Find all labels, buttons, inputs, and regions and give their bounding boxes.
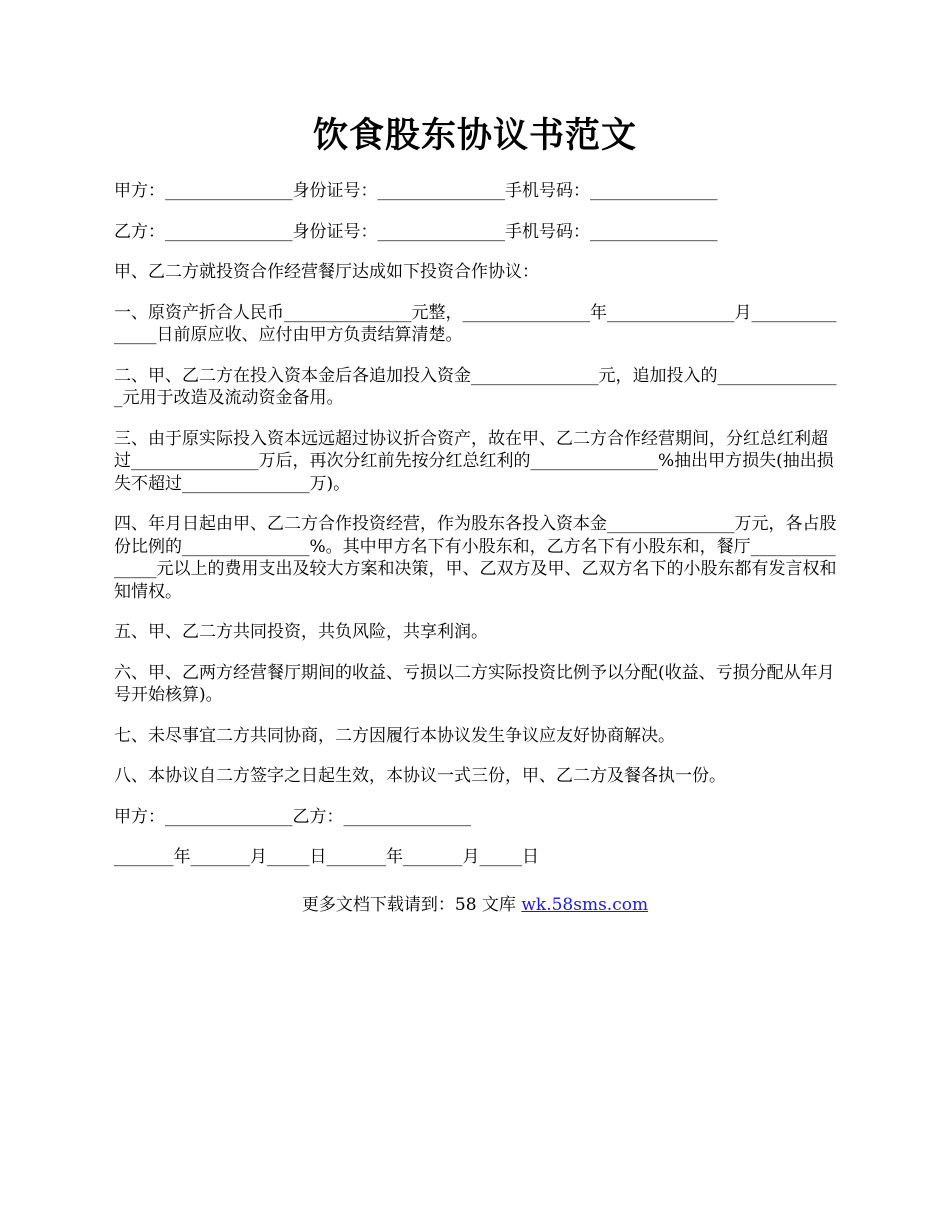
clause-1: 一、原资产折合人民币_______________元整，_______________年_______________月_______________日前原应收、应付由甲方负责结算清楚。	[114, 302, 837, 345]
clause-3: 三、由于原实际投入资本远远超过协议折合资产，故在甲、乙二方合作经营期间，分红总红利超过_______________万后，再次分红前先按分红总红利的_______________%抽出甲方损失(抽出损失不超过_______________万)。	[114, 428, 834, 494]
date-line: _______年_______月_____日_______年_______月_____日	[114, 847, 539, 867]
clause-6: 六、甲、乙两方经营餐厅期间的收益、亏损以二方实际投资比例予以分配(收益、亏损分配从年月号开始核算)。	[114, 662, 835, 705]
document-body	[114, 180, 840, 887]
document-title: 饮食股东协议书范文	[312, 115, 637, 156]
download-footer	[0, 890, 950, 915]
footer-text: 更多文档下载请到：58 文库	[301, 895, 522, 915]
clause-8: 八、本协议自二方签字之日起生效，本协议一式三份，甲、乙二方及餐各执一份。	[114, 766, 726, 786]
party-b-info-line: 乙方：_______________身份证号：_______________手机号码：_______________	[114, 221, 718, 242]
footer-link[interactable]: wk.58sms.com	[521, 895, 649, 915]
clause-4: 四、年月日起由甲、乙二方合作投资经营，作为股东各投入资本金_______________万元，各占股份比例的_______________%。其中甲方名下有小股东和，乙方名下有小股东和，餐厅_______________元以上的费用支出及较大方案和决策，甲、乙双方及甲、乙双方名下的小股东都有发言权和知情权。	[114, 514, 837, 602]
clause-5: 五、甲、乙二方共同投资，共负风险，共享利润。	[114, 622, 488, 642]
clause-7: 七、未尽事宜二方共同协商，二方因履行本协议发生争议应友好协商解决。	[114, 725, 675, 746]
agreement-intro: 甲、乙二方就投资合作经营餐厅达成如下投资合作协议：	[114, 262, 539, 282]
clause-2: 二、甲、乙二方在投入资本金后各追加投入资金_______________元，追加投入的_______________元用于改造及流动资金备用。	[114, 365, 837, 408]
signature-line: 甲方：_______________乙方：_______________	[114, 806, 471, 827]
party-a-info-line: 甲方：_______________身份证号：_______________手机号码：_______________	[114, 181, 718, 201]
